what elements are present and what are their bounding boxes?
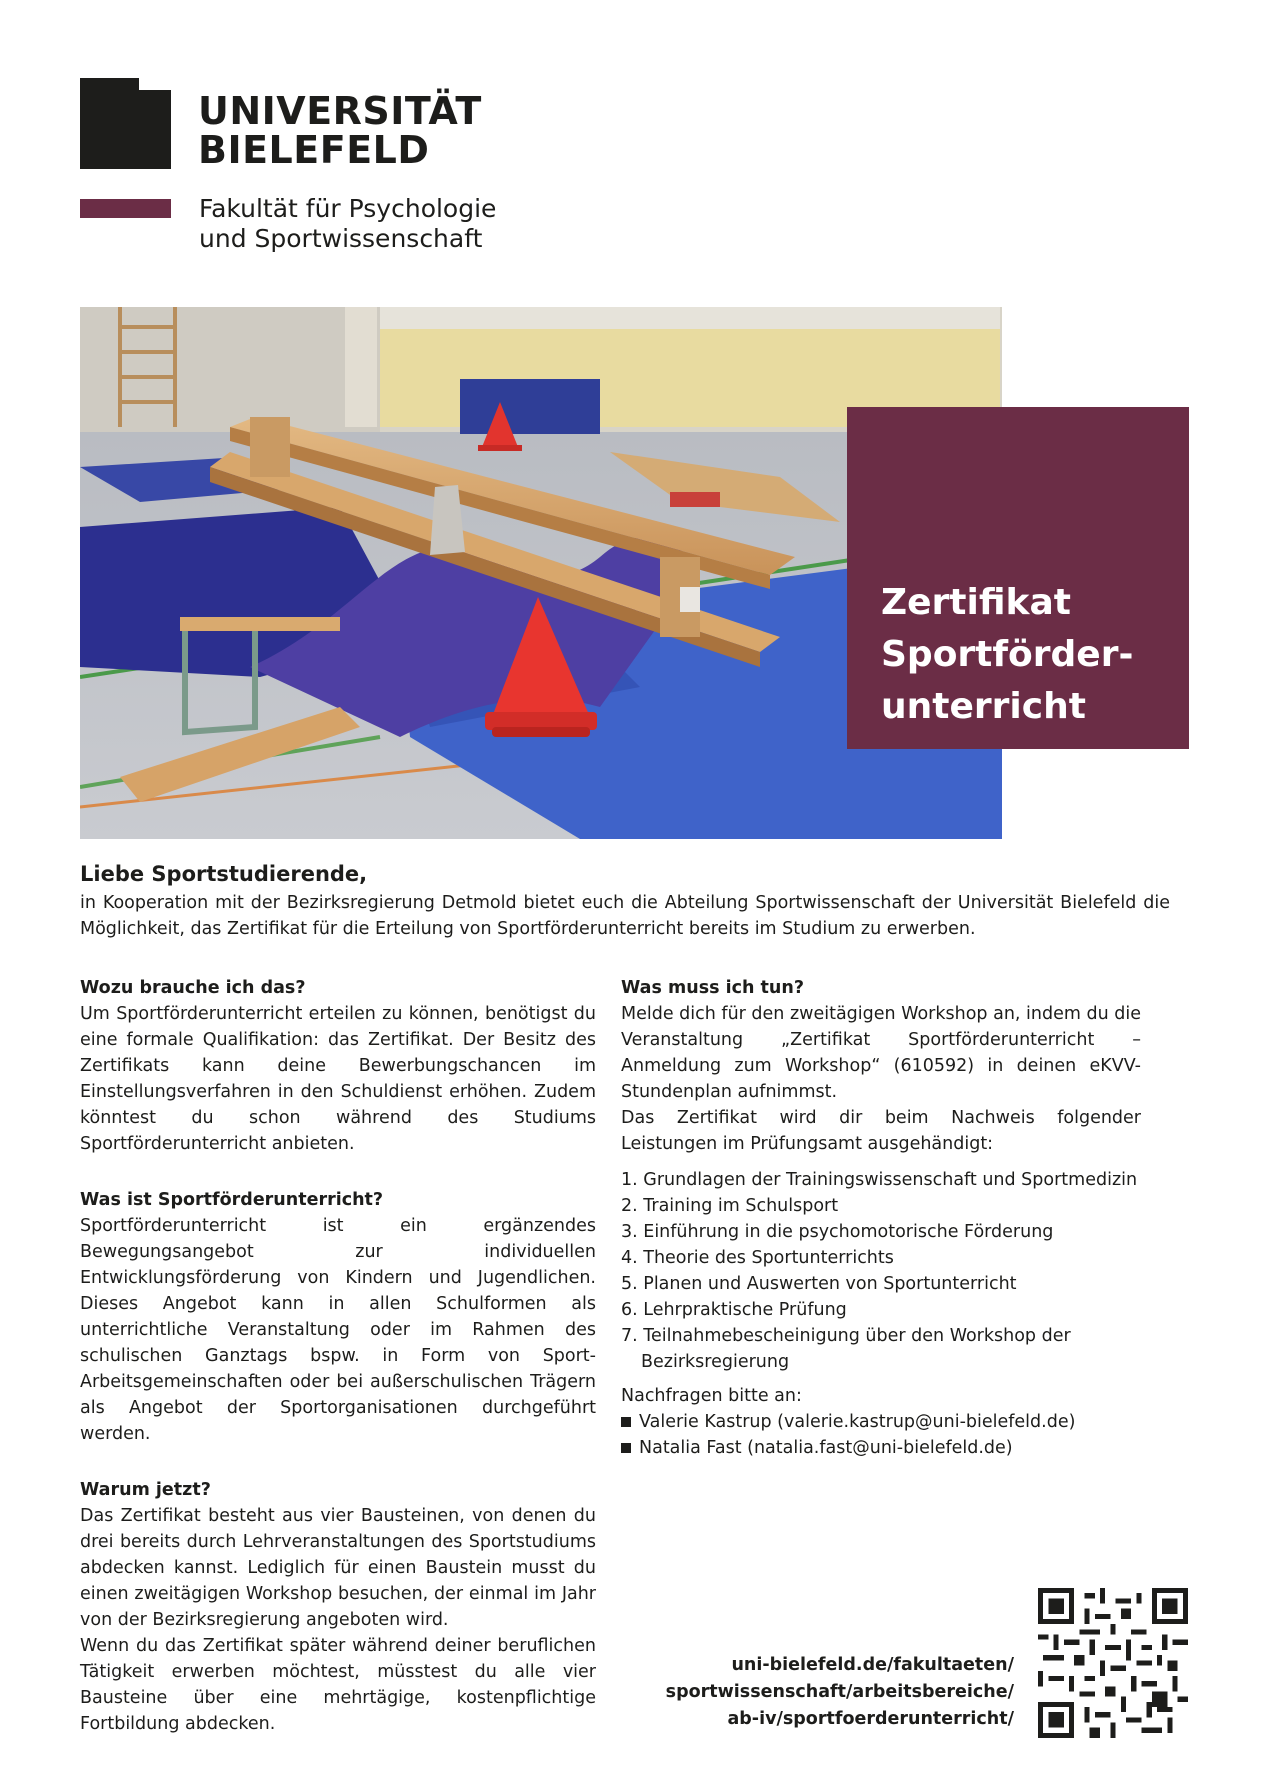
university-logo-mark — [80, 78, 171, 169]
section-text-todo-1: Melde dich für den zweitägigen Workshop an, indem du die Veranstaltung „Zertifikat Sportförderunterricht – Anmeldung zum Workshop“ (610592) in deinen eKVV-Stundenplan aufnimmst. — [621, 1004, 1141, 1102]
faculty-name-line1: Fakultät für Psychologie — [199, 194, 497, 223]
list-item: 4. Theorie des Sportunterrichts — [621, 1248, 894, 1268]
website-url[interactable] — [594, 1652, 1014, 1733]
list-item: 3. Einführung in die psychomotorische Förderung — [621, 1222, 1054, 1242]
section-text-why-now-2: Wenn du das Zertifikat später während deiner beruflichen Tätigkeit erwerben möchtest, müsstest du alle vier Bausteine über eine mehrtägige, kostenpflichtige Fortbildung abdecken. — [80, 1636, 596, 1734]
university-name — [198, 89, 518, 172]
url-line3: ab-iv/sportfoerderunterricht/ — [727, 1709, 1014, 1729]
poster-title-line1: Zertifikat — [881, 582, 1071, 623]
faculty-name-line2: und Sportwissenschaft — [199, 224, 483, 253]
section-text-todo-2: Das Zertifikat wird dir beim Nachweis folgender Leistungen im Prüfungsamt ausgehändigt: — [621, 1108, 1141, 1154]
greeting: Liebe Sportstudierende, — [80, 862, 368, 886]
requirements-list — [621, 1167, 1141, 1375]
faculty-accent-bar — [80, 199, 171, 218]
contact-text[interactable]: Natalia Fast (natalia.fast@uni-bielefeld.de) — [639, 1438, 1013, 1458]
poster-title — [881, 577, 1189, 733]
faculty-name — [199, 194, 619, 254]
section-title-why: Wozu brauche ich das? — [80, 978, 306, 998]
square-bullet-icon — [621, 1443, 631, 1453]
left-column — [80, 975, 596, 1737]
contact-item — [621, 1435, 1141, 1461]
list-item: 5. Planen und Auswerten von Sportunterricht — [621, 1274, 1017, 1294]
university-name-line2: BIELEFELD — [198, 128, 430, 172]
contacts-label: Nachfragen bitte an: — [621, 1386, 802, 1406]
qr-code-icon[interactable] — [1038, 1588, 1188, 1738]
poster-title-line2: Sportförder- — [881, 634, 1134, 675]
contacts-list — [621, 1409, 1141, 1461]
section-text-what: Sportförderunterricht ist ein ergänzendes Bewegungsangebot zur individuellen Entwicklungsförderung von Kindern und Jugendlichen. Dieses Angebot kann in allen Schulformen als unterrichtliche Veranstaltung oder im Rahmen des schulischen Ganztags bspw. in Form von Sport-Arbeitsgemeinschaften oder bei außerschulischen Trägern als Angebot der Sportorganisationen durchgeführt werden. — [80, 1216, 596, 1444]
contact-text[interactable]: Valerie Kastrup (valerie.kastrup@uni-bielefeld.de) — [639, 1412, 1076, 1432]
list-item: 7. Teilnahmebescheinigung über den Workshop der Bezirksregierung — [621, 1326, 1071, 1372]
list-item: 1. Grundlagen der Trainingswissenschaft und Sportmedizin — [621, 1170, 1138, 1190]
url-line1: uni-bielefeld.de/fakultaeten/ — [731, 1655, 1014, 1675]
intro-text: in Kooperation mit der Bezirksregierung Detmold bietet euch die Abteilung Sportwissenschaft der Universität Bielefeld die Möglichkeit, das Zertifikat für die Erteilung von Sportförderunterricht bereits im Studium zu erwerben. — [80, 893, 1170, 939]
section-text-why-now-1: Das Zertifikat besteht aus vier Bausteinen, von denen du drei bereits durch Lehrveranstaltungen des Sportstudiums abdecken kannst. Lediglich für einen Baustein musst du einen zweitägigen Workshop besuchen, der einmal im Jahr von der Bezirksregierung angeboten wird. — [80, 1506, 596, 1630]
section-text-why: Um Sportförderunterricht erteilen zu können, benötigst du eine formale Qualifikation: das Zertifikat. Der Besitz des Zertifikats kann deine Bewerbungschancen im Einstellungsverfahren in den Schuldienst erhöhen. Zudem könntest du schon während des Studiums Sportförderunterricht anbieten. — [80, 1004, 596, 1154]
square-bullet-icon — [621, 1417, 631, 1427]
title-box — [847, 407, 1189, 749]
poster-title-line3: unterricht — [881, 686, 1086, 727]
section-title-todo: Was muss ich tun? — [621, 978, 804, 998]
url-line2: sportwissenschaft/arbeitsbereiche/ — [665, 1682, 1014, 1702]
list-item: 2. Training im Schulsport — [621, 1196, 839, 1216]
university-name-line1: UNIVERSITÄT — [198, 89, 482, 133]
section-title-what: Was ist Sportförderunterricht? — [80, 1190, 384, 1210]
contact-item — [621, 1409, 1141, 1435]
right-column — [621, 975, 1141, 1461]
list-item: 6. Lehrpraktische Prüfung — [621, 1300, 847, 1320]
section-title-why-now: Warum jetzt? — [80, 1480, 211, 1500]
